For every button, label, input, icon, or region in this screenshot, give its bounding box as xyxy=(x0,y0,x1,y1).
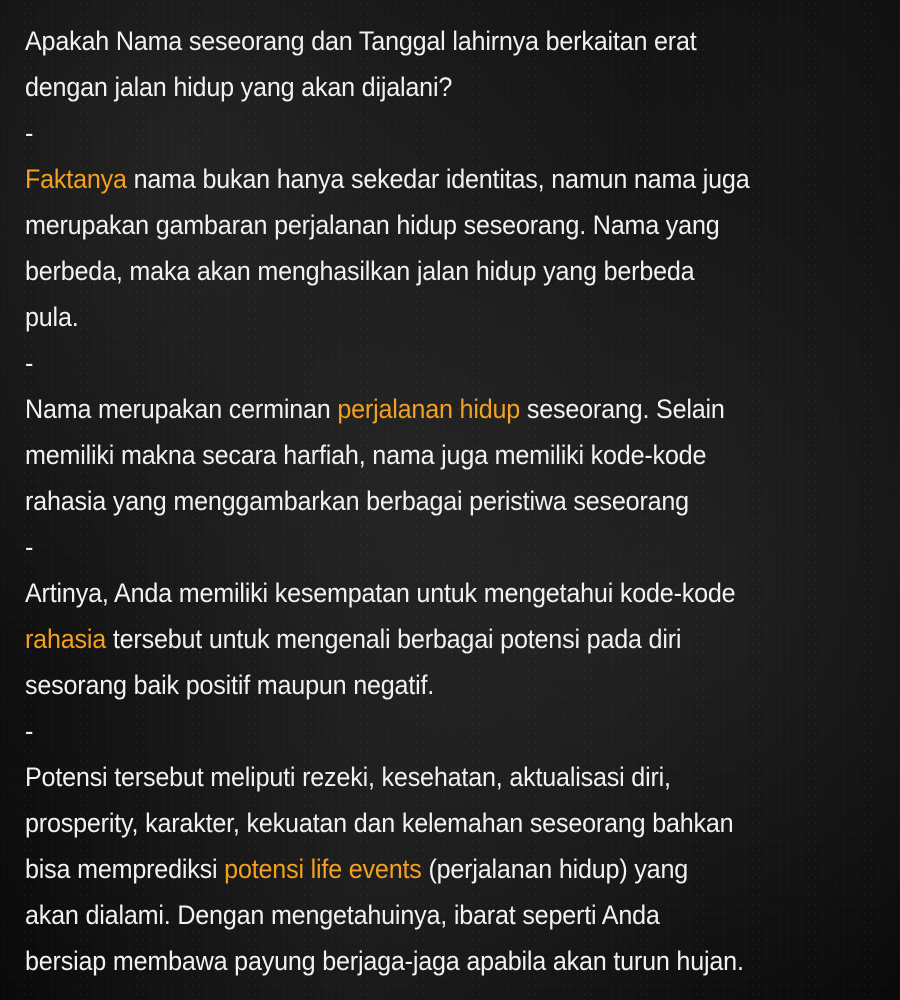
paragraph-potential xyxy=(25,754,825,984)
text-line: sesorang baik positif maupun negatif. xyxy=(25,670,435,700)
text-line: Artinya, Anda memiliki kesempatan untuk mengetahui kode-kode xyxy=(25,578,736,608)
text-line: dengan jalan hidup yang akan dijalani? xyxy=(25,72,453,102)
text-fragment: seseorang. Selain xyxy=(520,394,725,424)
text-line: memiliki makna secara harfiah, nama juga memiliki kode-kode xyxy=(25,440,707,470)
paragraph-fact xyxy=(25,156,825,340)
text-line: berbeda, maka akan menghasilkan jalan hidup yang berbeda xyxy=(25,256,695,286)
separator: - xyxy=(25,348,34,378)
separator: - xyxy=(25,716,34,746)
separator: - xyxy=(25,532,34,562)
text-fragment: Nama merupakan cerminan xyxy=(25,394,338,424)
text-content xyxy=(25,18,825,984)
text-fragment: bisa memprediksi xyxy=(25,854,225,884)
highlight-potensi-life-events: potensi life events xyxy=(224,854,422,884)
paragraph-opportunity xyxy=(25,570,825,708)
text-line: merupakan gambaran perjalanan hidup seseorang. Nama yang xyxy=(25,210,720,240)
text-line: Potensi tersebut meliputi rezeki, kesehatan, aktualisasi diri, xyxy=(25,762,671,792)
highlight-faktanya: Faktanya xyxy=(25,164,127,194)
text-line: akan dialami. Dengan mengetahuinya, ibarat seperti Anda xyxy=(25,900,660,930)
text-line: Apakah Nama seseorang dan Tanggal lahirnya berkaitan erat xyxy=(25,26,697,56)
text-line: pula. xyxy=(25,302,79,332)
text-line: nama bukan hanya sekedar identitas, namun nama juga xyxy=(126,164,750,194)
paragraph-question xyxy=(25,18,825,110)
text-line: rahasia yang menggambarkan berbagai peristiwa seseorang xyxy=(25,486,689,516)
text-line: prosperity, karakter, kekuatan dan kelemahan seseorang bahkan xyxy=(25,808,734,838)
highlight-perjalanan-hidup: perjalanan hidup xyxy=(337,394,521,424)
text-line: bersiap membawa payung berjaga-jaga apabila akan turun hujan. xyxy=(25,946,744,976)
highlight-rahasia: rahasia xyxy=(25,624,107,654)
text-fragment: (perjalanan hidup) yang xyxy=(421,854,689,884)
separator: - xyxy=(25,118,34,148)
text-fragment: tersebut untuk mengenali berbagai potensi pada diri xyxy=(106,624,682,654)
paragraph-name-reflection xyxy=(25,386,825,524)
